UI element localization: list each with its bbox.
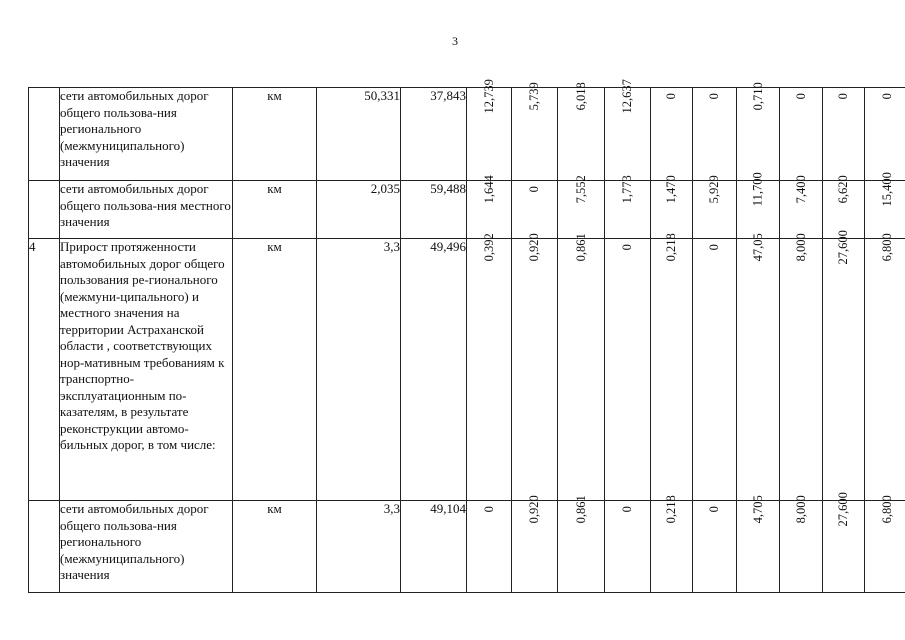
year-value-cell — [823, 230, 865, 501]
year-value-cell — [558, 82, 605, 181]
year-value: 0 — [620, 506, 635, 513]
year-value-cell — [823, 492, 865, 593]
year-value-cell — [651, 88, 693, 181]
indicator-name: сети автомобильных дорог общего пользова-ния регионального (межмуниципального) значения — [60, 501, 233, 593]
year-value-cell — [558, 175, 605, 239]
year-value-cell — [512, 233, 558, 501]
year-value-cell — [512, 82, 558, 181]
year-value-cell — [865, 88, 905, 181]
year-value-cell — [467, 79, 512, 181]
year-value: 0,710 — [750, 82, 765, 111]
year-value: 0,861 — [573, 495, 588, 524]
year-value: 11,700 — [750, 172, 765, 207]
year-value: 0,920 — [527, 495, 542, 524]
unit-cell: км — [233, 88, 317, 181]
year-value-cell — [780, 175, 823, 239]
row-number — [29, 181, 60, 239]
year-value-cell — [605, 175, 651, 239]
year-value-cell — [693, 175, 737, 239]
year-value: 27,600 — [836, 230, 851, 265]
year-value: 0 — [707, 506, 722, 513]
year-value-cell — [780, 88, 823, 181]
unit-cell: км — [233, 181, 317, 239]
page-number: 3 — [452, 34, 458, 48]
year-value: 15,400 — [879, 172, 894, 207]
value-cell: 37,843 — [401, 88, 467, 181]
year-value: 0 — [620, 244, 635, 251]
year-value: 12,637 — [620, 79, 635, 114]
year-value-cell — [737, 495, 780, 593]
year-value-cell — [467, 175, 512, 239]
year-value-cell — [512, 181, 558, 239]
year-value-cell — [558, 495, 605, 593]
value-cell: 3,3 — [317, 501, 401, 593]
year-value-cell — [605, 239, 651, 501]
year-value-cell — [693, 88, 737, 181]
year-value: 12,739 — [481, 79, 496, 114]
year-value-cell — [737, 82, 780, 181]
year-value: 0 — [707, 244, 722, 251]
year-value: 0 — [836, 93, 851, 100]
year-value-cell — [823, 88, 865, 181]
indicator-name: Прирост протяженности автомобильных дорог общего пользования ре-гионального (межмуни-ципального) и местного значения на территории Астраханской области , соответствующих нор-мативным требованиям к транспортно-эксплуатационным по-казателям, в результате реконструкции автомо-бильных дорог, в том числе: — [60, 239, 233, 501]
year-value-cell — [780, 233, 823, 501]
year-value: 0,861 — [573, 233, 588, 262]
table-row — [29, 501, 905, 593]
year-value: 7,400 — [793, 175, 808, 204]
year-value: 0 — [481, 506, 496, 513]
year-value: 0,920 — [527, 233, 542, 262]
value-cell: 49,496 — [401, 239, 467, 501]
year-value: 6,800 — [879, 495, 894, 524]
year-value: 0 — [664, 93, 679, 100]
year-value-cell — [651, 495, 693, 593]
unit-cell: км — [233, 501, 317, 593]
indicator-name: сети автомобильных дорог общего пользова-ния регионального (межмуниципального) значения — [60, 88, 233, 181]
unit-cell: км — [233, 239, 317, 501]
indicator-name: сети автомобильных дорог общего пользова-ния местного значения — [60, 181, 233, 239]
year-value: 1,644 — [481, 175, 496, 204]
value-cell: 59,488 — [401, 181, 467, 239]
year-value-cell — [605, 79, 651, 181]
table-row — [29, 88, 905, 181]
year-value-cell — [605, 501, 651, 593]
year-value-cell — [780, 495, 823, 593]
row-number: 4 — [29, 239, 60, 501]
year-value-cell — [651, 175, 693, 239]
year-value-cell — [693, 501, 737, 593]
year-value: 8,000 — [793, 495, 808, 524]
year-value-cell — [865, 495, 905, 593]
year-value-cell — [737, 233, 780, 501]
year-value: 6,800 — [879, 233, 894, 262]
table-row — [29, 239, 905, 501]
year-value: 47,05 — [750, 233, 765, 262]
year-value: 1,773 — [620, 175, 635, 204]
row-number — [29, 501, 60, 593]
year-value: 1,470 — [664, 175, 679, 204]
year-value: 6,620 — [836, 175, 851, 204]
year-value: 0 — [793, 93, 808, 100]
year-value: 6,018 — [573, 82, 588, 111]
value-cell: 3,3 — [317, 239, 401, 501]
year-value-cell — [467, 501, 512, 593]
value-cell: 49,104 — [401, 501, 467, 593]
year-value-cell — [651, 233, 693, 501]
year-value: 7,552 — [573, 175, 588, 204]
year-value: 0,218 — [664, 233, 679, 262]
row-number — [29, 88, 60, 181]
year-value: 0,392 — [481, 233, 496, 262]
year-value: 0,218 — [664, 495, 679, 524]
year-value: 5,929 — [707, 175, 722, 204]
year-value: 0 — [879, 93, 894, 100]
year-value: 5,739 — [527, 82, 542, 111]
value-cell: 2,035 — [317, 181, 401, 239]
year-value: 0 — [707, 93, 722, 100]
indicators-table — [28, 79, 905, 593]
year-value: 8,000 — [793, 233, 808, 262]
year-value: 4,705 — [750, 495, 765, 524]
year-value: 27,600 — [836, 492, 851, 527]
table-row — [29, 181, 905, 239]
year-value: 0 — [527, 186, 542, 193]
year-value-cell — [737, 172, 780, 239]
value-cell: 50,331 — [317, 88, 401, 181]
year-value-cell — [512, 495, 558, 593]
year-value-cell — [865, 233, 905, 501]
year-value-cell — [558, 233, 605, 501]
year-value-cell — [865, 172, 905, 239]
year-value-cell — [467, 233, 512, 501]
year-value-cell — [693, 239, 737, 501]
